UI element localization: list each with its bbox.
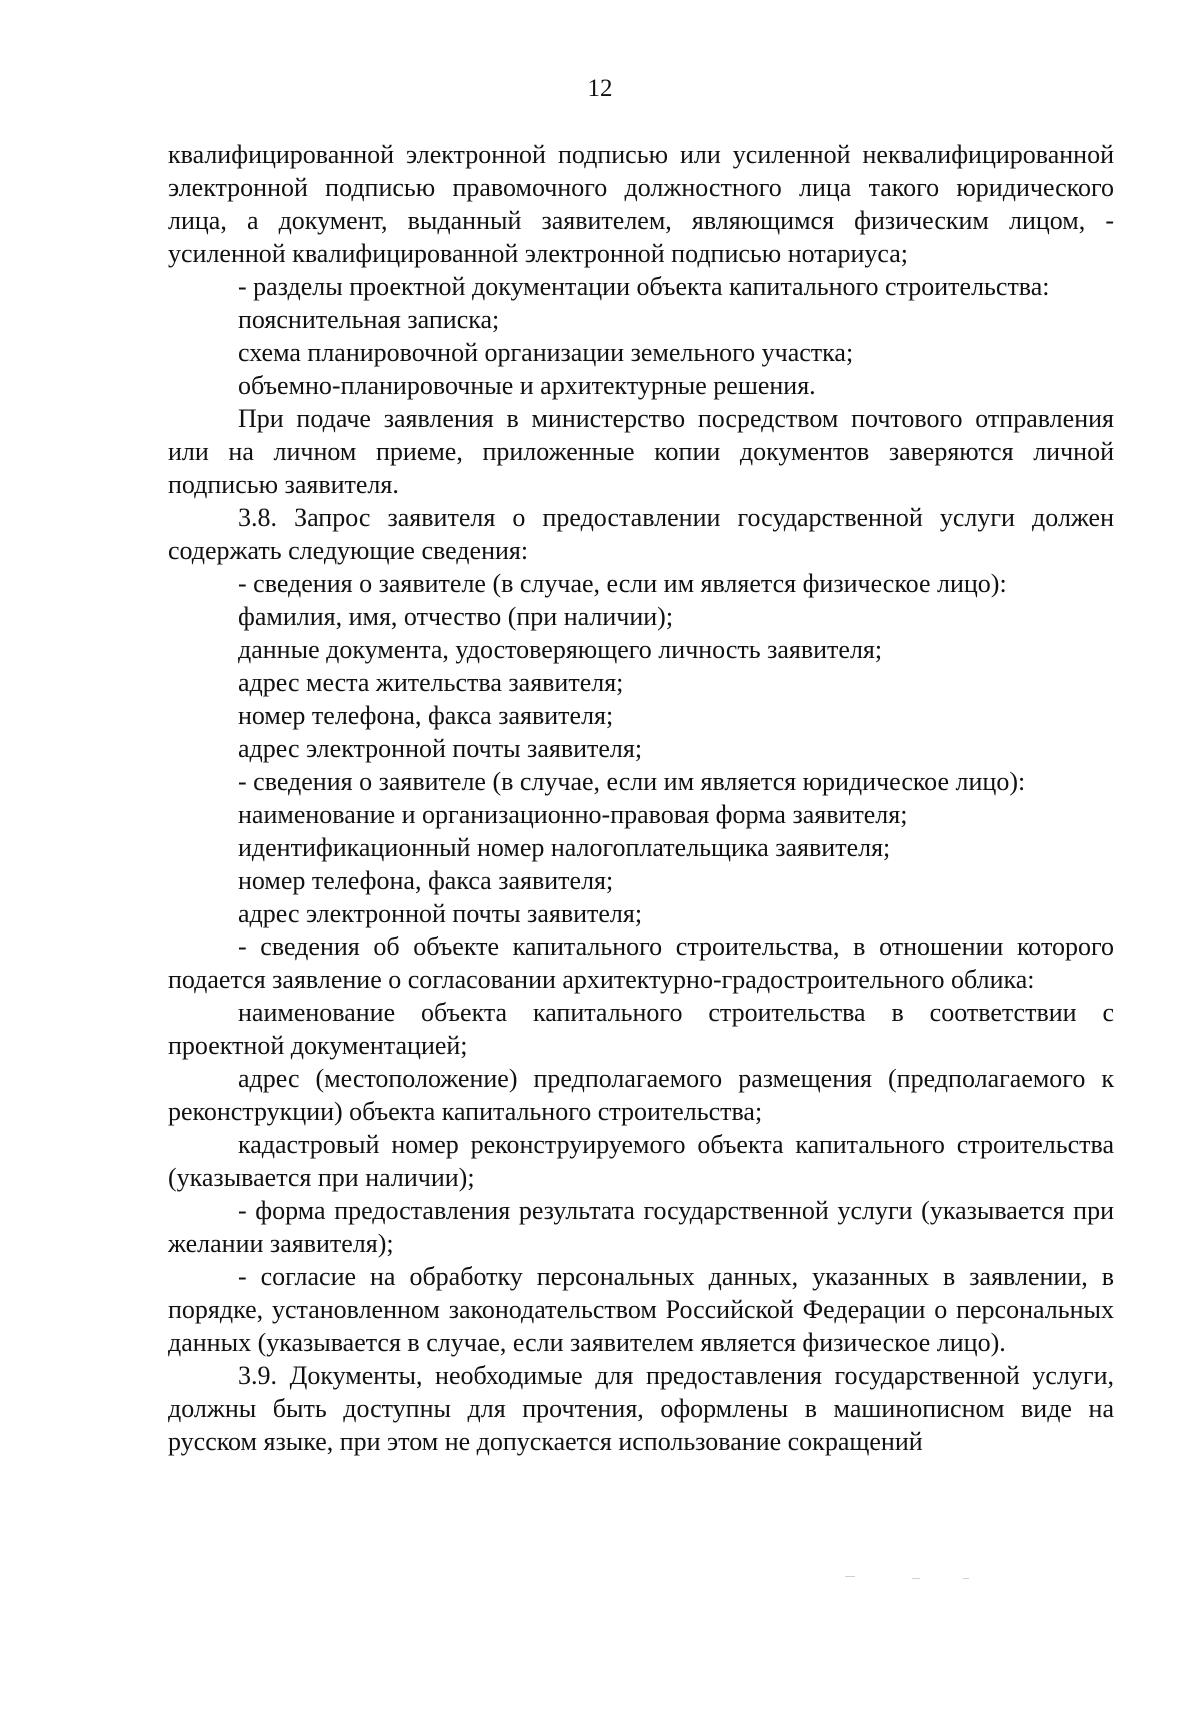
- paragraph: схема планировочной организации земельного участка;: [238, 338, 854, 367]
- scan-artifact: [912, 1578, 920, 1579]
- paragraph: кадастровый номер реконструируемого объекта капитального строительства (указывается при наличии);: [168, 1130, 1114, 1192]
- paragraph: фамилия, имя, отчество (при наличии);: [238, 602, 674, 631]
- paragraph: адрес (местоположение) предполагаемого размещения (предполагаемого к реконструкции) объекта капитального строительства;: [168, 1064, 1114, 1126]
- paragraph: номер телефона, факса заявителя;: [238, 701, 614, 730]
- paragraph: наименование и организационно-правовая форма заявителя;: [238, 800, 908, 829]
- paragraph: идентификационный номер налогоплательщика заявителя;: [238, 833, 891, 862]
- paragraph: - сведения о заявителе (в случае, если им является юридическое лицо):: [238, 767, 1026, 796]
- paragraph: 3.9. Документы, необходимые для предоставления государственной услуги, должны быть доступны для прочтения, оформлены в машинописном виде на русском языке, при этом не допускается использование сокращений: [168, 1361, 1114, 1456]
- scan-artifact: [963, 1578, 969, 1579]
- paragraph: - форма предоставления результата государственной услуги (указывается при желании заявителя);: [168, 1196, 1114, 1258]
- scan-artifact: [845, 1576, 855, 1577]
- page-number: 12: [587, 75, 613, 102]
- paragraph: - разделы проектной документации объекта капитального строительства:: [238, 272, 1050, 301]
- paragraph: адрес места жительства заявителя;: [238, 668, 624, 697]
- paragraph: пояснительная записка;: [238, 305, 500, 334]
- paragraph: адрес электронной почты заявителя;: [238, 734, 643, 763]
- paragraph: квалифицированной электронной подписью или усиленной неквалифицированной электронной подписью правомочного должностного лица такого юридического лица, а документ, выданный заявителем, являющимся физическим лицом, - усиленной квалифицированной электронной подписью нотариуса;: [168, 140, 1114, 268]
- paragraph: данные документа, удостоверяющего личность заявителя;: [238, 635, 883, 664]
- paragraph: наименование объекта капитального строительства в соответствии с проектной документацией;: [168, 998, 1114, 1060]
- paragraph: 3.8. Запрос заявителя о предоставлении государственной услуги должен содержать следующие сведения:: [168, 503, 1114, 565]
- paragraph: - сведения о заявителе (в случае, если им является физическое лицо):: [238, 569, 1007, 598]
- paragraph: адрес электронной почты заявителя;: [238, 899, 643, 928]
- paragraph: номер телефона, факса заявителя;: [238, 866, 614, 895]
- document-body: [168, 138, 1114, 1458]
- paragraph: - сведения об объекте капитального строительства, в отношении которого подается заявление о согласовании архитектурно-градостроительного облика:: [168, 932, 1114, 994]
- paragraph: объемно-планировочные и архитектурные решения.: [238, 371, 816, 400]
- paragraph: - согласие на обработку персональных данных, указанных в заявлении, в порядке, установленном законодательством Российской Федерации о персональных данных (указывается в случае, если заявителем является физическое лицо).: [168, 1262, 1114, 1357]
- paragraph: При подаче заявления в министерство посредством почтового отправления или на личном приеме, приложенные копии документов заверяются личной подписью заявителя.: [168, 404, 1114, 499]
